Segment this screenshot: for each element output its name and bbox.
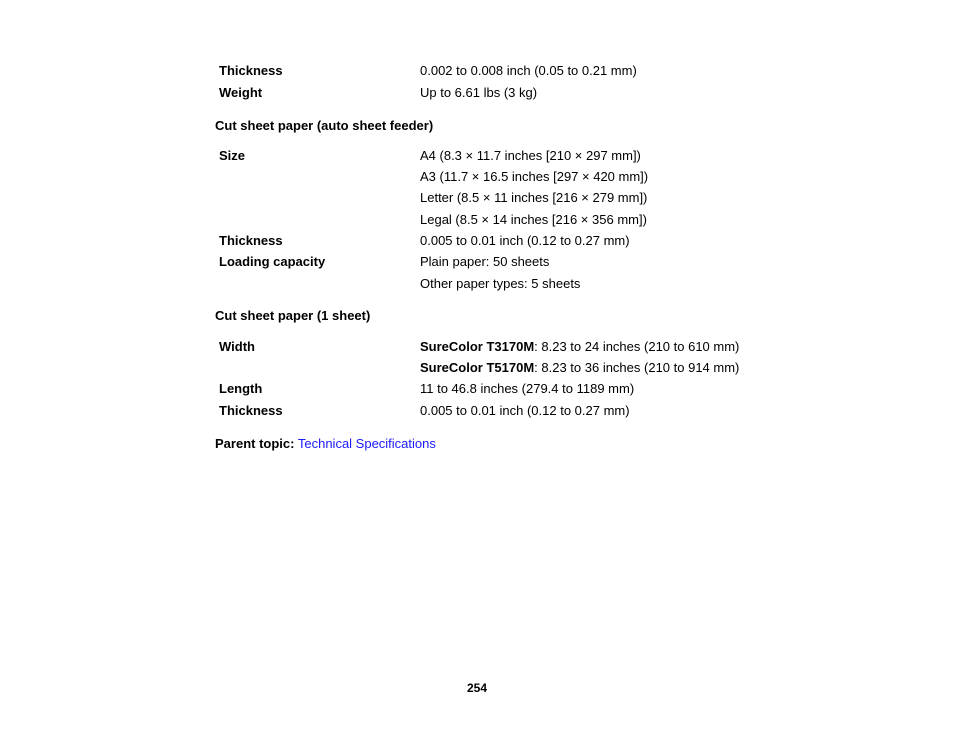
spec-row-thickness: [0, 232, 954, 250]
spec-label: Size: [219, 148, 246, 163]
spec-row-loading-capacity: [0, 253, 954, 271]
spec-value: Legal (8.5 × 14 inches [216 × 356 mm]): [420, 212, 647, 227]
spec-row-size-cont: [0, 211, 954, 229]
spec-row-width-cont: [0, 359, 954, 377]
parent-topic-link[interactable]: Technical Specifications: [297, 436, 436, 451]
spec-label: Thickness: [219, 403, 283, 418]
spec-label: Thickness: [219, 233, 283, 248]
section-heading: Cut sheet paper (auto sheet feeder): [215, 118, 434, 133]
spec-value: 11 to 46.8 inches (279.4 to 1189 mm): [420, 381, 635, 396]
spec-row-thickness: [0, 402, 954, 420]
spec-label: Thickness: [219, 63, 283, 78]
spec-value: A4 (8.3 × 11.7 inches [210 × 297 mm]): [420, 148, 641, 163]
section-heading: Cut sheet paper (1 sheet): [215, 308, 371, 323]
spec-row-size-cont: [0, 189, 954, 207]
parent-topic: [215, 435, 436, 453]
spec-row-width: [0, 338, 954, 356]
spec-value: Other paper types: 5 sheets: [420, 276, 581, 291]
spec-value: Up to 6.61 lbs (3 kg): [420, 85, 538, 100]
spec-label: Weight: [219, 85, 263, 100]
model-name: SureColor T5170M: [420, 360, 535, 375]
spec-row-length: [0, 380, 954, 398]
spec-label: Length: [219, 381, 263, 396]
model-range: : 8.23 to 36 inches (210 to 914 mm): [534, 360, 740, 375]
model-name: SureColor T3170M: [420, 339, 535, 354]
spec-value: Plain paper: 50 sheets: [420, 254, 550, 269]
spec-label: Loading capacity: [219, 254, 326, 269]
spec-value: [420, 359, 739, 377]
model-range: : 8.23 to 24 inches (210 to 610 mm): [534, 339, 740, 354]
spec-row-thickness: [0, 62, 954, 80]
spec-value: 0.005 to 0.01 inch (0.12 to 0.27 mm): [420, 233, 630, 248]
spec-row-size-cont: [0, 168, 954, 186]
spec-row-weight: [0, 84, 954, 102]
spec-label: Width: [219, 339, 255, 354]
spec-value: A3 (11.7 × 16.5 inches [297 × 420 mm]): [420, 169, 649, 184]
spec-row-loading-cont: [0, 275, 954, 293]
spec-value: 0.002 to 0.008 inch (0.05 to 0.21 mm): [420, 63, 637, 78]
page-number: 254: [466, 681, 488, 695]
spec-value: Letter (8.5 × 11 inches [216 × 279 mm]): [420, 190, 648, 205]
spec-value: [420, 338, 739, 356]
spec-row-size: [0, 147, 954, 165]
spec-value: 0.005 to 0.01 inch (0.12 to 0.27 mm): [420, 403, 630, 418]
parent-topic-label: Parent topic:: [215, 436, 295, 451]
